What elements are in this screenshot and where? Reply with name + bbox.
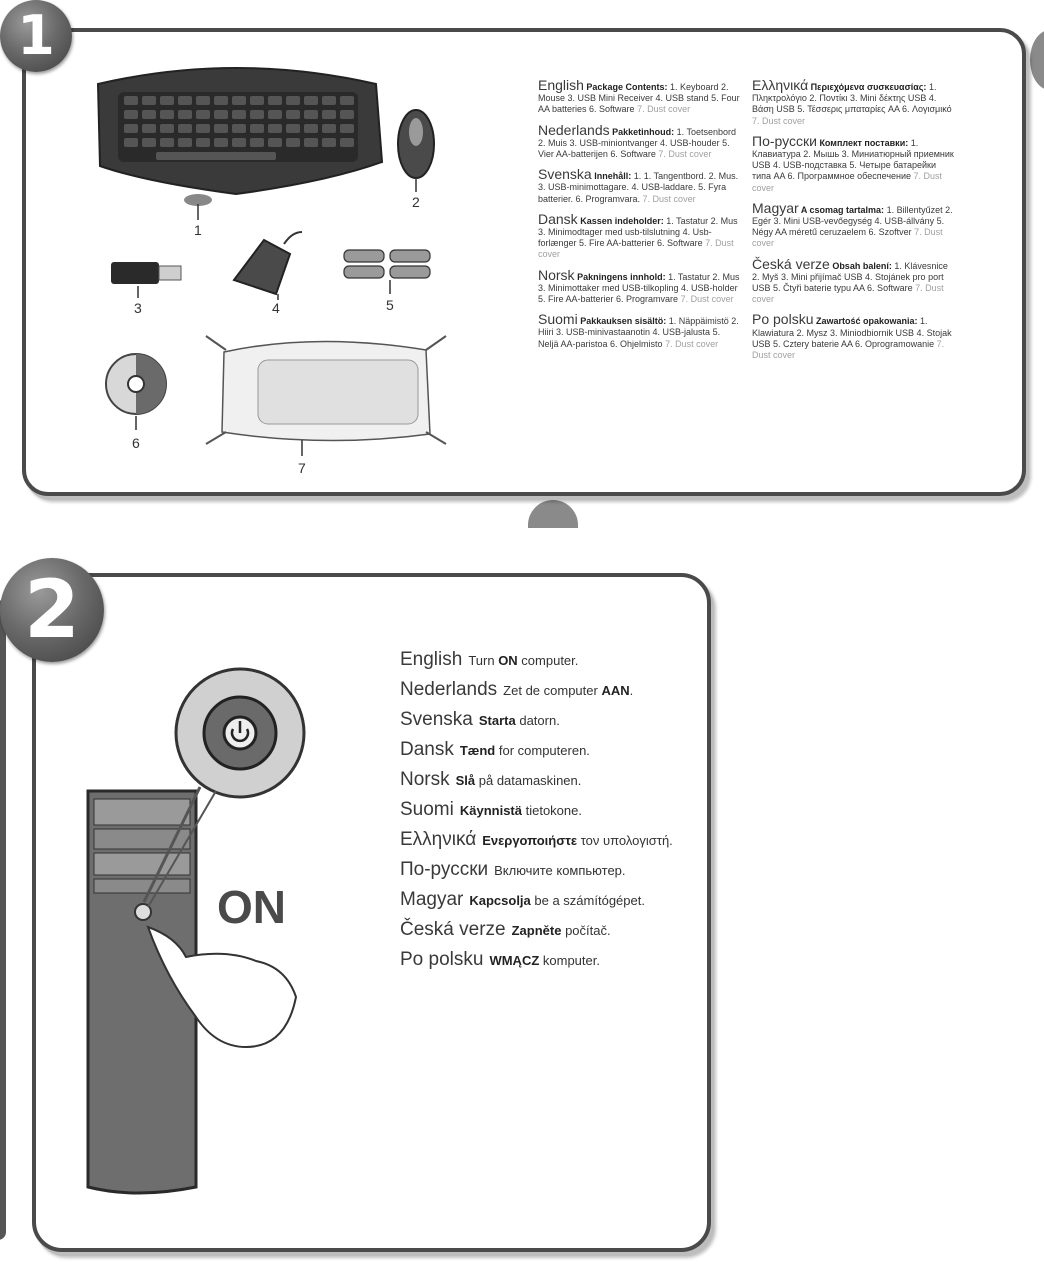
instruction-text: Zet de computer bbox=[503, 683, 602, 698]
language-name: Dansk bbox=[400, 739, 454, 760]
software-cd-illustration bbox=[106, 354, 166, 414]
language-name: Ελληνικά bbox=[752, 77, 809, 93]
turn-on-line bbox=[400, 919, 700, 940]
turn-on-line bbox=[400, 769, 700, 790]
callout-5: 5 bbox=[386, 297, 394, 313]
package-entry bbox=[752, 132, 954, 194]
dust-cover-item: 7. Dust cover bbox=[642, 193, 696, 204]
language-name: English bbox=[538, 77, 584, 93]
turn-on-line bbox=[400, 649, 700, 670]
turn-on-line bbox=[400, 739, 700, 760]
package-entry bbox=[538, 210, 743, 261]
dust-cover-item: 7. Dust cover bbox=[665, 338, 719, 349]
package-items: 1. 1. Tangentbord. 2. Mus. 3. USB-minimottagare. 4. USB-laddare. 5. Fyra batterier. 6. Programvara. bbox=[538, 171, 739, 204]
turn-on-line bbox=[400, 679, 700, 700]
package-items: 1. Toetsenbord 2. Muis 3. USB-miniontvanger 4. USB-houder 5. Vier AA-batterijen 6. Software bbox=[538, 126, 737, 160]
package-contents-heading: Obsah balení: bbox=[829, 260, 895, 271]
instruction-text: Turn bbox=[468, 653, 499, 668]
step-1-badge: 1 bbox=[0, 0, 72, 72]
package-entry bbox=[538, 266, 743, 306]
turn-on-line bbox=[400, 949, 700, 970]
package-contents-heading: Innehåll: bbox=[591, 171, 634, 182]
package-contents-heading: A csomag tartalma: bbox=[798, 204, 887, 215]
language-name: Norsk bbox=[538, 266, 575, 283]
language-name: Norsk bbox=[400, 769, 450, 790]
step-2-badge: 2 bbox=[0, 558, 104, 662]
instruction-emphasis: Kapcsolja bbox=[469, 893, 531, 908]
dust-cover-item: 7. Dust cover bbox=[752, 171, 943, 193]
callout-3: 3 bbox=[134, 300, 142, 316]
language-name: Nederlands bbox=[400, 679, 498, 700]
usb-receiver-illustration bbox=[111, 262, 181, 284]
keyboard-illustration bbox=[98, 68, 382, 206]
instruction-emphasis: ON bbox=[498, 653, 518, 668]
dust-cover-item: 7. Dust cover bbox=[752, 115, 806, 126]
language-name: Suomi bbox=[538, 311, 578, 328]
package-contents-heading: Pakketinhoud: bbox=[609, 126, 677, 137]
instruction-emphasis: Starta bbox=[478, 713, 516, 728]
dust-cover-illustration bbox=[206, 336, 446, 444]
turn-on-line bbox=[400, 709, 700, 730]
package-contents-heading: Комплект поставки: bbox=[816, 137, 911, 148]
package-items: 1. Keyboard 2. Mouse 3. USB Mini Receiver 4. USB stand 5. Four AA batteries 6. Software bbox=[538, 82, 740, 115]
turn-on-line bbox=[400, 859, 700, 880]
callout-4: 4 bbox=[272, 300, 280, 316]
package-items: 1. Клавиатура 2. Мышь 3. Миниатюрный приемник USB 4. USB-подставка 5. Четыре батарейки типа AA 6. Программное обеспечение bbox=[752, 137, 954, 182]
language-name: Nederlands bbox=[538, 121, 610, 138]
package-entry bbox=[538, 311, 743, 350]
callout-6: 6 bbox=[132, 435, 140, 451]
dust-cover-item: 7. Dust cover bbox=[752, 227, 943, 249]
language-name: Magyar bbox=[752, 199, 799, 216]
package-items: 1. Tastatur 2. Mus 3. Minimottaker med USB-tilkopling 4. USB-holder 5. Fire AA-batterier 6. Programvare bbox=[538, 271, 740, 305]
package-items: 1. Klawiatura 2. Mysz 3. Miniodbiornik USB 4. Stojak USB 5. Cztery baterie AA 6. Oprogramowanie bbox=[752, 316, 952, 349]
turn-on-line bbox=[400, 829, 700, 850]
callout-7: 7 bbox=[298, 460, 306, 476]
instruction-text: počítač. bbox=[561, 923, 611, 938]
package-contents-column-2 bbox=[752, 77, 954, 370]
turn-on-line bbox=[400, 889, 700, 910]
language-name: Dansk bbox=[538, 210, 578, 227]
instruction-text: på datamaskinen. bbox=[475, 773, 582, 788]
instruction-text: for computeren. bbox=[495, 743, 590, 758]
package-contents-heading: Pakningens innhold: bbox=[574, 271, 669, 282]
package-contents-heading: Package Contents: bbox=[583, 82, 670, 92]
adjacent-step-badge bbox=[1030, 30, 1044, 90]
mouse-illustration bbox=[398, 110, 434, 178]
package-entry bbox=[752, 199, 954, 250]
turn-on-instructions bbox=[400, 649, 700, 982]
instruction-text: . bbox=[629, 683, 634, 698]
language-name: Svenska bbox=[538, 166, 592, 183]
package-entry bbox=[752, 311, 954, 361]
adjacent-panel-edge bbox=[0, 600, 6, 1240]
package-contents-heading: Pakkauksen sisältö: bbox=[577, 316, 669, 327]
instruction-text: τον υπολογιστή. bbox=[577, 833, 673, 848]
instruction-emphasis: Käynnistä bbox=[459, 803, 522, 818]
instruction-text: be a számítógépet. bbox=[530, 893, 645, 908]
package-contents-heading: Zawartość opakowania: bbox=[813, 316, 921, 327]
usb-stand-illustration bbox=[234, 232, 302, 294]
instruction-text: tietokone. bbox=[522, 803, 582, 818]
dust-cover-item: 7. Dust cover bbox=[658, 149, 712, 160]
language-name: Po polsku bbox=[400, 949, 484, 970]
package-items: 1. Πληκτρολόγιο 2. Ποντίκι 3. Mini δέκτης USB 4. Βάση USB 5. Τέσσερις μπαταρίες AA 6. Λογισμικό bbox=[752, 82, 952, 115]
package-contents-column-1 bbox=[538, 77, 743, 359]
callout-1: 1 bbox=[194, 222, 202, 238]
language-name: По-русски bbox=[752, 132, 817, 149]
instruction-text: datorn. bbox=[515, 713, 560, 728]
dust-cover-item: 7. Dust cover bbox=[680, 294, 734, 305]
package-entry bbox=[752, 255, 954, 306]
package-entry bbox=[538, 121, 743, 161]
package-items: 1. Billentyűzet 2. Egér 3. Mini USB-vevőegység 4. USB-állvány 5. Négy AA méretű ceruzaelem 6. Szoftver bbox=[752, 204, 953, 238]
instruction-text: Включите компьютер. bbox=[494, 863, 626, 878]
package-entry bbox=[752, 77, 954, 127]
dust-cover-item: 7. Dust cover bbox=[752, 283, 944, 305]
on-label: ON bbox=[217, 881, 286, 933]
language-name: English bbox=[400, 649, 463, 670]
package-items: 1. Näppäimistö 2. Hiiri 3. USB-minivastaanotin 4. USB-jalusta 5. Neljä AA-paristoa 6. Ohjelmisto bbox=[538, 316, 739, 349]
package-entry bbox=[538, 166, 743, 205]
dust-cover-item: 7. Dust cover bbox=[637, 104, 691, 115]
language-name: Česká verze bbox=[400, 919, 506, 940]
instruction-emphasis: AAN bbox=[601, 683, 630, 698]
language-name: Suomi bbox=[400, 799, 454, 820]
batteries-illustration bbox=[344, 250, 430, 278]
package-entry bbox=[538, 77, 743, 116]
language-name: Ελληνικά bbox=[400, 829, 477, 850]
instruction-text: computer. bbox=[517, 653, 579, 668]
instruction-emphasis: Zapněte bbox=[511, 923, 562, 938]
turn-on-line bbox=[400, 799, 700, 820]
language-name: Svenska bbox=[400, 709, 473, 730]
instruction-emphasis: Slå bbox=[455, 773, 476, 788]
dust-cover-item: 7. Dust cover bbox=[538, 238, 734, 260]
callout-2: 2 bbox=[412, 194, 420, 210]
instruction-emphasis: Ενεργοποιήστε bbox=[482, 833, 578, 848]
language-name: Po polsku bbox=[752, 311, 814, 328]
instruction-emphasis: WMĄCZ bbox=[489, 953, 540, 968]
package-contents-heading: Kassen indeholder: bbox=[577, 215, 667, 226]
adjacent-step-badge bbox=[528, 500, 578, 528]
language-name: Magyar bbox=[400, 889, 464, 910]
package-items: 1. Tastatur 2. Mus 3. Minimodtager med usb-tilslutning 4. Usb-forlænger 5. Fire AA-batterier 6. Software bbox=[538, 215, 738, 249]
language-name: По-русски bbox=[400, 859, 489, 880]
dust-cover-item: 7. Dust cover bbox=[752, 338, 945, 361]
instruction-text: komputer. bbox=[539, 953, 600, 968]
instruction-emphasis: Tænd bbox=[459, 743, 496, 758]
language-name: Česká verze bbox=[752, 255, 830, 272]
package-items: 1. Klávesnice 2. Myš 3. Mini přijímač USB 4. Stojánek pro port USB 5. Čtyři baterie typu AA 6. Software bbox=[752, 260, 948, 294]
package-contents-heading: Περιεχόμενα συσκευασίας: bbox=[808, 82, 929, 92]
